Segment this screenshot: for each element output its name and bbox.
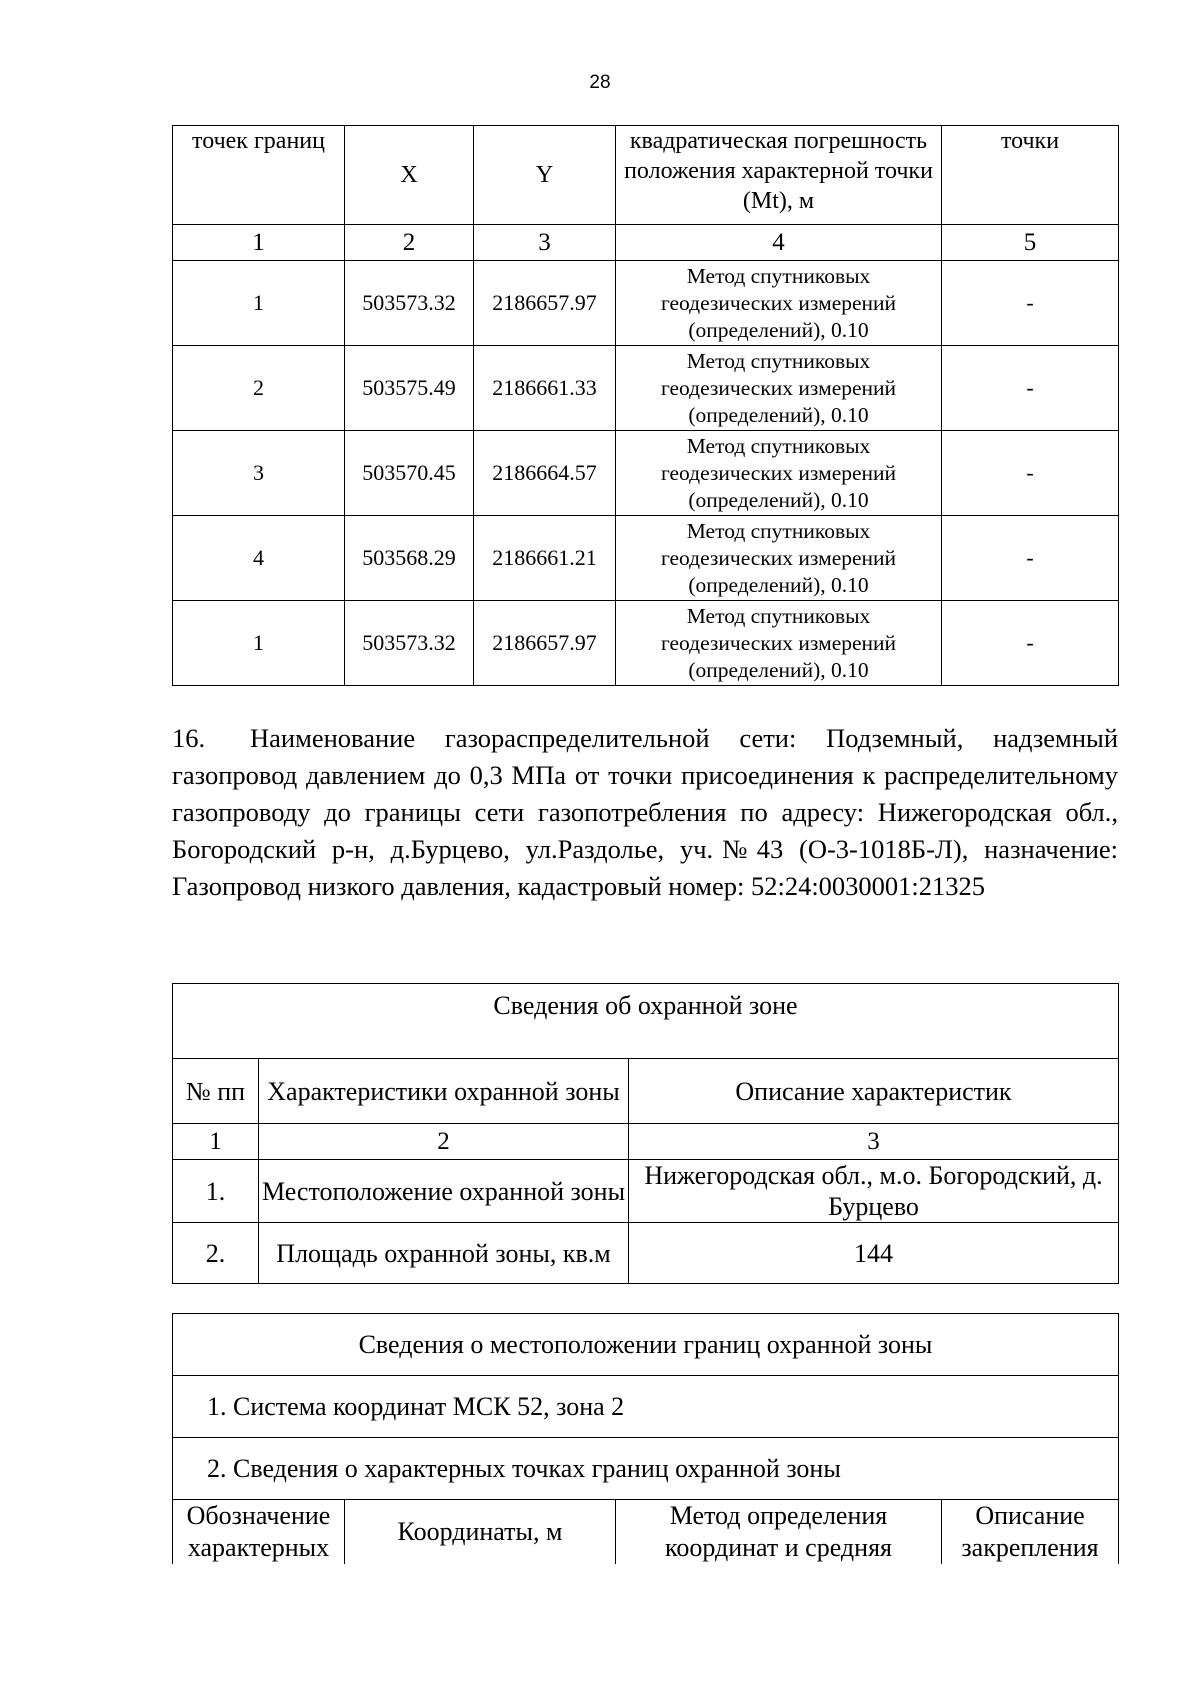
coordinate-system-item: 1. Система координат МСК 52, зона 2 xyxy=(173,1376,1119,1438)
method-cell xyxy=(616,516,942,601)
point-description: - xyxy=(942,516,1119,601)
table-row xyxy=(173,346,1119,431)
table-row xyxy=(173,601,1119,686)
header-coordinates-label: Координаты, м xyxy=(397,1517,563,1546)
method-line: (определений), 0.10 xyxy=(688,487,869,512)
protection-zone-table xyxy=(172,983,1119,1284)
row-number: 2. xyxy=(173,1223,259,1284)
method-line: Метод спутниковых xyxy=(686,603,871,628)
column-number: 4 xyxy=(616,225,942,261)
characteristic-name: Площадь охранной зоны, кв.м xyxy=(259,1223,629,1284)
table-row xyxy=(173,261,1119,346)
table-row xyxy=(173,431,1119,516)
section-text: Наименование газораспределительной сети: Подземный, надземный газопровод давлением до 0,3 МПа от точки присоединения к распределительному газопроводу до границы сети газопотребления по адресу: Нижегородская обл., Богородский р-н, д.Бурцево, ул.Раздолье, уч.№43 (О-3-1018Б-Л), назначение: Газопровод низкого давления, кадастровый номер: 52:24:0030001:21325 xyxy=(172,723,1118,901)
point-description: - xyxy=(942,346,1119,431)
method-cell xyxy=(616,601,942,686)
method-line: геодезических измерений xyxy=(660,290,897,315)
header-designation: Обозначение характерных xyxy=(173,1500,345,1565)
method-line: геодезических измерений xyxy=(660,545,897,570)
coord-x: 503575.49 xyxy=(345,346,474,431)
header-y: Y xyxy=(474,126,616,225)
coord-y: 2186657.97 xyxy=(474,261,616,346)
point-id: 1 xyxy=(173,601,345,686)
method-cell xyxy=(616,346,942,431)
bounds-table-title: Сведения о местоположении границ охранной зоны xyxy=(173,1314,1119,1376)
characteristic-value: Нижегородская обл., м.о. Богородский, д. Бурцево xyxy=(629,1160,1119,1223)
page-number: 28 xyxy=(589,72,611,93)
section-paragraph xyxy=(172,720,1118,905)
method-cell xyxy=(616,431,942,516)
column-number: 2 xyxy=(345,225,474,261)
method-line: геодезических измерений xyxy=(660,375,897,400)
characteristic-name: Местоположение охранной зоны xyxy=(259,1160,629,1223)
characteristic-points-item: 2. Сведения о характерных точках границ охранной зоны xyxy=(173,1438,1119,1500)
point-id: 2 xyxy=(173,346,345,431)
header-description: точки xyxy=(942,126,1119,225)
column-numbers-row xyxy=(173,225,1119,261)
header-fixing: Описание закрепления xyxy=(942,1500,1119,1565)
method-line: (определений), 0.10 xyxy=(688,572,869,597)
coord-y: 2186661.33 xyxy=(474,346,616,431)
header-point-label: точек границ xyxy=(173,126,345,225)
boundary-location-table xyxy=(172,1313,1119,1564)
point-description: - xyxy=(942,261,1119,346)
table-row xyxy=(173,516,1119,601)
coord-x: 503573.32 xyxy=(345,261,474,346)
method-line: (определений), 0.10 xyxy=(688,317,869,342)
coordinates-table xyxy=(172,125,1119,686)
method-line: Метод спутниковых xyxy=(686,348,871,373)
header-method: квадратическая погрешность положения характерной точки (Mt), м xyxy=(616,126,942,225)
coord-y: 2186657.97 xyxy=(474,601,616,686)
zone-table-title: Сведения об охранной зоне xyxy=(173,984,1119,1059)
point-description: - xyxy=(942,431,1119,516)
coord-y: 2186661.21 xyxy=(474,516,616,601)
point-description: - xyxy=(942,601,1119,686)
column-number: 3 xyxy=(629,1124,1119,1160)
header-characteristic: Характеристики охранной зоны xyxy=(259,1059,629,1124)
coord-x: 503573.32 xyxy=(345,601,474,686)
method-line: Метод спутниковых xyxy=(686,518,871,543)
method-cell xyxy=(616,261,942,346)
column-number: 1 xyxy=(173,1124,259,1160)
table-header-row xyxy=(173,126,1119,225)
header-coordinates xyxy=(345,1500,616,1565)
method-line: Метод спутниковых xyxy=(686,263,871,288)
table-header-row xyxy=(173,1059,1119,1124)
coord-x: 503570.45 xyxy=(345,431,474,516)
header-number: № пп xyxy=(173,1059,259,1124)
method-line: Метод спутниковых xyxy=(686,433,871,458)
method-line: геодезических измерений xyxy=(660,460,897,485)
header-x: X xyxy=(345,126,474,225)
method-line: (определений), 0.10 xyxy=(688,657,869,682)
table-row xyxy=(173,1160,1119,1223)
coord-x: 503568.29 xyxy=(345,516,474,601)
table-header-row xyxy=(173,1500,1119,1565)
point-id: 4 xyxy=(173,516,345,601)
header-method: Метод определения координат и средняя xyxy=(616,1500,942,1565)
column-number: 5 xyxy=(942,225,1119,261)
column-number: 3 xyxy=(474,225,616,261)
characteristic-value: 144 xyxy=(629,1223,1119,1284)
method-line: (определений), 0.10 xyxy=(688,402,869,427)
section-number: 16. xyxy=(172,723,206,753)
column-number: 1 xyxy=(173,225,345,261)
header-description: Описание характеристик xyxy=(629,1059,1119,1124)
column-numbers-row xyxy=(173,1124,1119,1160)
table-row xyxy=(173,1223,1119,1284)
point-id: 1 xyxy=(173,261,345,346)
column-number: 2 xyxy=(259,1124,629,1160)
method-line: геодезических измерений xyxy=(660,630,897,655)
coord-y: 2186664.57 xyxy=(474,431,616,516)
row-number: 1. xyxy=(173,1160,259,1223)
point-id: 3 xyxy=(173,431,345,516)
